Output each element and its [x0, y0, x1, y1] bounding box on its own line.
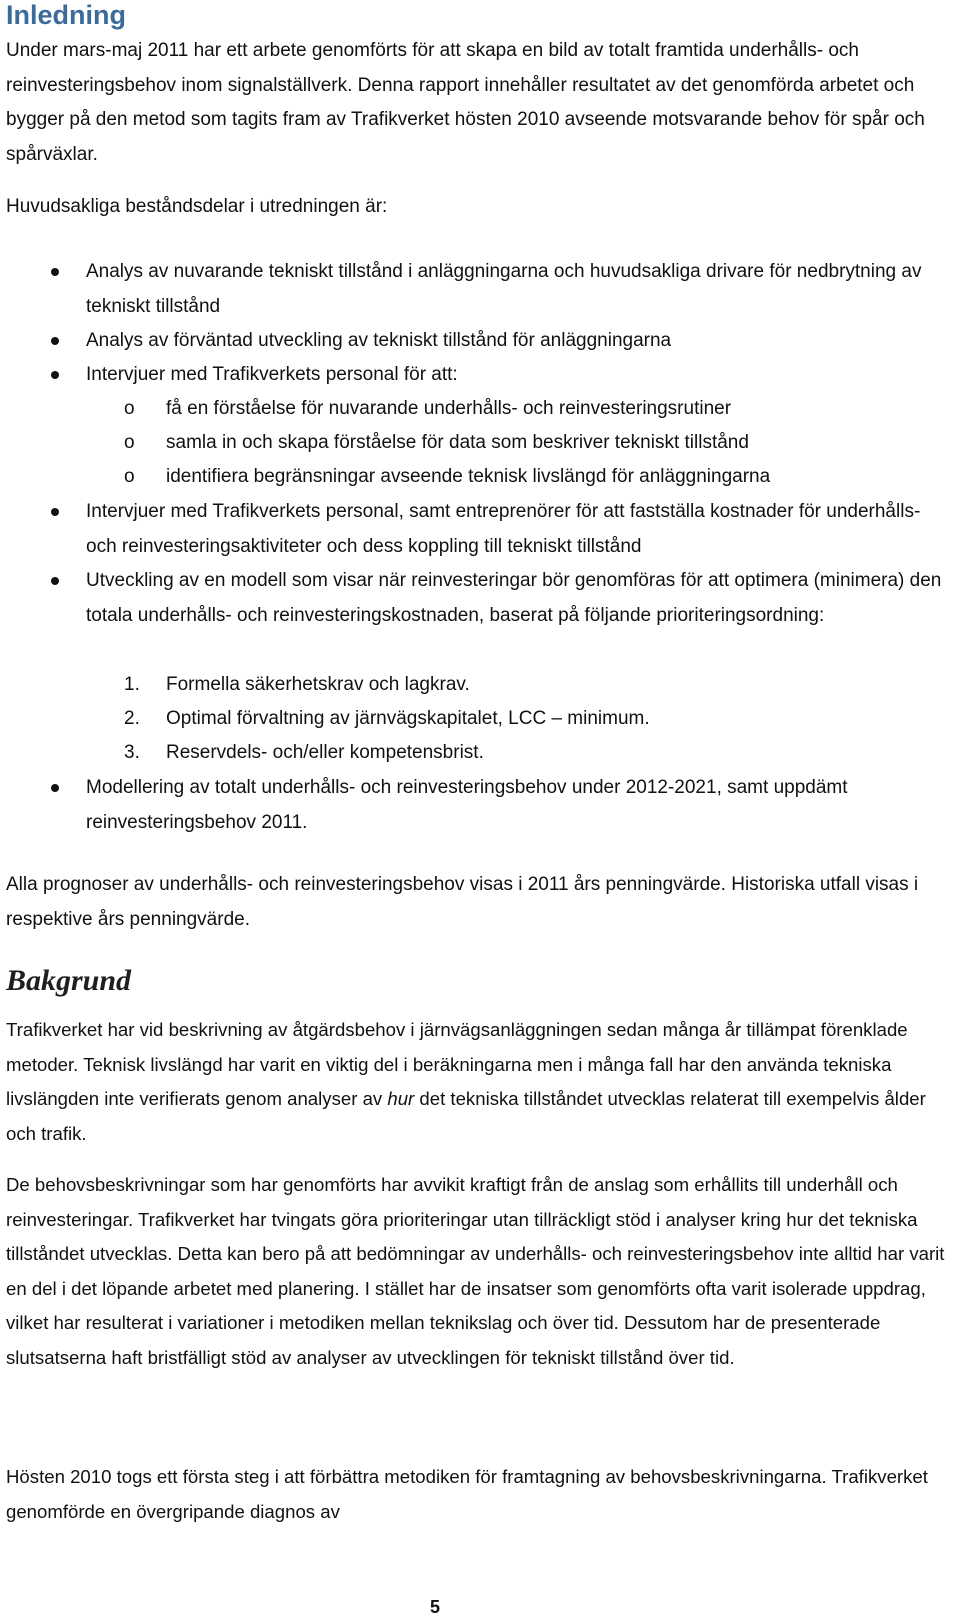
currency-note-paragraph: Alla prognoser av underhålls- och reinvesteringsbehov visas i 2011 års penningvärde. Historiska utfall visas i respektive års penningvärde.	[6, 874, 919, 930]
bullet-item: Modellering av totalt underhålls- och reinvesteringsbehov under 2012-2021, samt uppdämt reinvesteringsbehov 2011.	[86, 777, 848, 833]
bullet-dot	[51, 337, 59, 345]
bullet-dot	[51, 508, 59, 516]
background-paragraph-1-emphasis: hur	[387, 1088, 415, 1109]
bullet-item: Intervjuer med Trafikverkets personal för att:	[86, 364, 458, 385]
background-paragraph-2: De behovsbeskrivningar som har genomförts har avvikit kraftigt från de anslag som erhållits till underhåll och reinvesteringar. Trafikverket har tvingats göra prioriteringar utan tillräckligt stöd i analyser kring hur det tekniska tillståndet utvecklas. Detta kan bero på att bedömningar av underhålls- och reinvesteringsbehov inte alltid har varit en del i det löpande arbetet med planering. I stället har de insatser som genomförts ofta varit isolerade uppdrag, vilket har resulterat i variationer i metodiken mellan teknikslag och över tid. Dessutom har de presenterade slutsatserna haft bristfälligt stöd av analyser av utvecklingen för tekniskt tillstånd över tid.	[6, 1174, 945, 1368]
sub-bullet-item: få en förståelse för nuvarande underhålls- och reinvesteringsrutiner	[166, 398, 732, 419]
numbered-item-text: Reservdels- och/eller kompetensbrist.	[166, 742, 484, 763]
sub-bullet-marker: o	[124, 398, 135, 419]
bullet-dot	[51, 784, 59, 792]
bullet-dot	[51, 371, 59, 379]
background-paragraph-1	[6, 1013, 956, 1151]
background-paragraph-3: Hösten 2010 togs ett första steg i att förbättra metodiken för framtagning av behovsbeskrivningarna. Trafikverket genomförde en övergripande diagnos av	[6, 1466, 928, 1522]
bullet-dot	[51, 577, 59, 585]
page-number: 5	[430, 1597, 441, 1617]
sub-bullet-item: identifiera begränsningar avseende teknisk livslängd för anläggningarna	[166, 466, 771, 487]
components-lead: Huvudsakliga beståndsdelar i utredningen är:	[6, 196, 388, 217]
background-paragraph-1-start: Trafikverket har vid beskrivning av åtgärdsbehov i järnvägsanläggningen sedan många år tillämpat förenklade metoder. Teknisk livslängd har varit en viktig del i beräkningarna men i många fall har den använda tekniska livslängden inte verifierats genom analyser av	[6, 1019, 908, 1109]
bullet-dot	[51, 268, 59, 276]
sub-bullet-item: samla in och skapa förståelse för data som beskriver tekniskt tillstånd	[166, 432, 749, 453]
numbered-item-number: 2.	[124, 708, 140, 729]
numbered-item-number: 3.	[124, 742, 140, 763]
heading-inledning: Inledning	[6, 0, 126, 30]
numbered-item-text: Optimal förvaltning av järnvägskapitalet, LCC – minimum.	[166, 708, 650, 729]
intro-paragraph: Under mars-maj 2011 har ett arbete genomförts för att skapa en bild av totalt framtida underhålls- och reinvesteringsbehov inom signalställverk. Denna rapport innehåller resultatet av det genomförda arbetet och bygger på den metod som tagits fram av Trafikverket hösten 2010 avseende motsvarande behov för spår och spårväxlar.	[6, 40, 925, 165]
heading-bakgrund: Bakgrund	[6, 964, 132, 997]
numbered-item-number: 1.	[124, 674, 140, 695]
sub-bullet-marker: o	[124, 432, 135, 453]
bullet-item: Utveckling av en modell som visar när reinvesteringar bör genomföras för att optimera (minimera) den totala underhålls- och reinvesteringskostnaden, baserat på följande prioriteringsordning:	[86, 570, 942, 626]
bullet-item: Analys av nuvarande tekniskt tillstånd i anläggningarna och huvudsakliga drivare för nedbrytning av tekniskt tillstånd	[86, 261, 922, 317]
sub-bullet-marker: o	[124, 466, 135, 487]
bullet-item: Analys av förväntad utveckling av tekniskt tillstånd för anläggningarna	[86, 330, 672, 351]
bullet-item: Intervjuer med Trafikverkets personal, samt entreprenörer för att fastställa kostnader för underhålls- och reinvesteringsaktiviteter och dess koppling till tekniskt tillstånd	[86, 501, 921, 557]
numbered-item-text: Formella säkerhetskrav och lagkrav.	[166, 674, 470, 695]
background-paragraph-1-end: det tekniska tillståndet utvecklas relaterat till exempelvis ålder och trafik.	[6, 1088, 926, 1144]
